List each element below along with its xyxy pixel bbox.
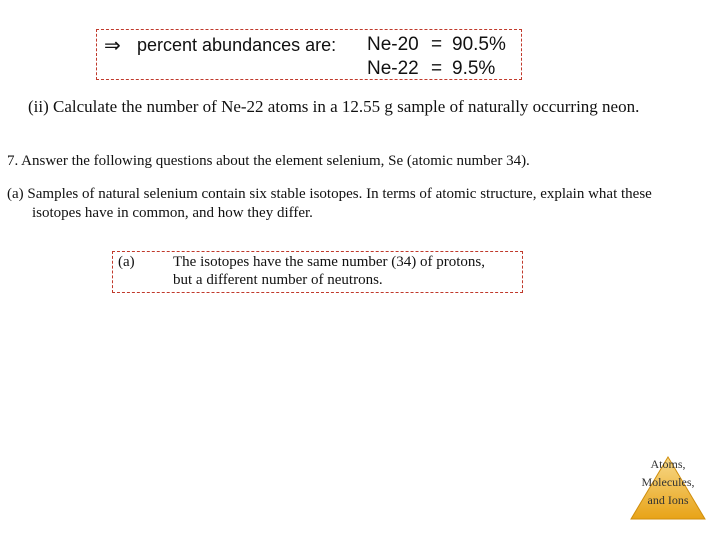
question-a-line1: (a) Samples of natural selenium contain six stable isotopes. In terms of atomic structure, explain what these [7,186,652,202]
footer-logo[interactable] [628,455,708,521]
equals-sign: = [431,58,443,79]
question-ii: (ii) Calculate the number of Ne-22 atoms in a 12.55 g sample of naturally occurring neon. [28,97,640,116]
logo-line-3: and Ions [647,493,689,507]
question-a-line2: isotopes have in common, and how they differ. [32,205,313,221]
logo-line-2: Molecules, [641,475,695,489]
logo-line-1: Atoms, [650,457,686,471]
question-7: 7. Answer the following questions about the element selenium, Se (atomic number 34). [7,153,530,169]
implies-arrow-icon: ⇒ [104,33,121,57]
equals-sign: = [431,34,443,55]
answer-line1: The isotopes have the same number (34) of protons, [173,254,486,270]
abundance-label: percent abundances are: [137,35,337,55]
answer-line2: but a different number of neutrons. [173,272,383,288]
abundance-value-ne22: 9.5% [452,58,496,79]
isotope-ne22: Ne-22 [367,58,419,79]
footer-logo-text [628,455,708,509]
abundance-value-ne20: 90.5% [452,34,506,55]
answer-label: (a) [118,254,135,270]
isotope-ne20: Ne-20 [367,34,419,55]
